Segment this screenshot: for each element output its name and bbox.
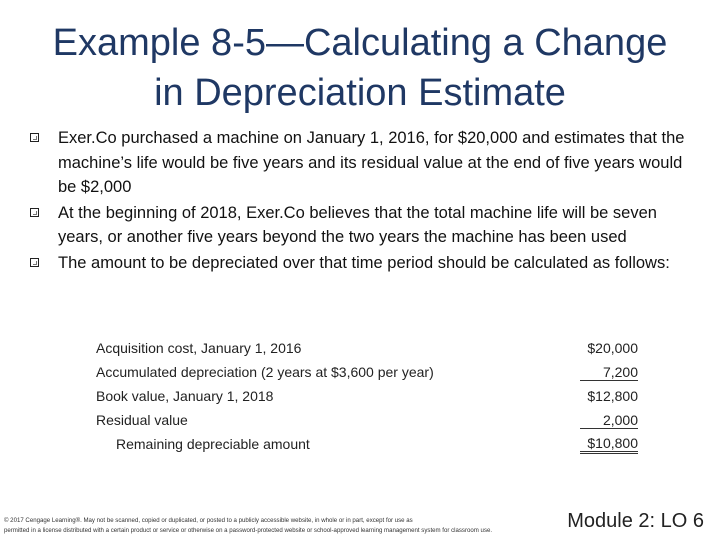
- row-amount: 2,000: [580, 412, 638, 429]
- module-label: Module 2: LO 6: [567, 510, 704, 532]
- bullet-text: The amount to be depreciated over that time period should be calculated as follows:: [58, 253, 670, 272]
- checkbox-bullet-icon: [30, 208, 39, 217]
- table-row: [92, 408, 638, 432]
- row-label: Remaining depreciable amount: [116, 436, 310, 452]
- slide-title-line-2: in Depreciation Estimate: [154, 72, 566, 114]
- row-label: Book value, January 1, 2018: [96, 388, 274, 404]
- bullet-item: [30, 251, 700, 276]
- row-amount: $20,000: [587, 340, 638, 356]
- depreciation-table: [92, 336, 638, 456]
- copyright-line-1: © 2017 Cengage Learning®. May not be scanned, copied or duplicated, or posted to a publicly accessible website, in whole or in part, except for use as: [4, 517, 413, 524]
- copyright-notice: [4, 516, 560, 536]
- checkbox-bullet-icon: [30, 133, 39, 142]
- table-row: [92, 360, 638, 384]
- row-amount: 7,200: [580, 364, 638, 381]
- bullet-text: Exer.Co purchased a machine on January 1, 2016, for $20,000 and estimates that the machine’s life would be five years and its residual value at the end of five years would be $2,000: [58, 129, 685, 196]
- table-row: [92, 384, 638, 408]
- table-row: [92, 336, 638, 360]
- row-label: Residual value: [96, 412, 188, 428]
- slide-title-line-1: Example 8-5—Calculating a Change: [52, 22, 668, 64]
- copyright-line-2: permitted in a license distributed with a certain product or service or otherwise on a password-protected website or school-approved learning management system for classroom use.: [4, 527, 493, 534]
- row-label: Acquisition cost, January 1, 2016: [96, 340, 302, 356]
- bullet-list: [30, 126, 700, 276]
- bullet-item: [30, 201, 700, 250]
- row-amount: $12,800: [587, 388, 638, 404]
- table-row: [92, 432, 638, 456]
- row-amount: $10,800: [580, 435, 638, 454]
- row-label: Accumulated depreciation (2 years at $3,600 per year): [96, 364, 434, 380]
- bullet-text: At the beginning of 2018, Exer.Co believes that the total machine life will be seven years, or another five years beyond the two years the machine has been used: [58, 203, 657, 246]
- bullet-item: [30, 126, 700, 200]
- slide-title: [20, 18, 700, 118]
- checkbox-bullet-icon: [30, 258, 39, 267]
